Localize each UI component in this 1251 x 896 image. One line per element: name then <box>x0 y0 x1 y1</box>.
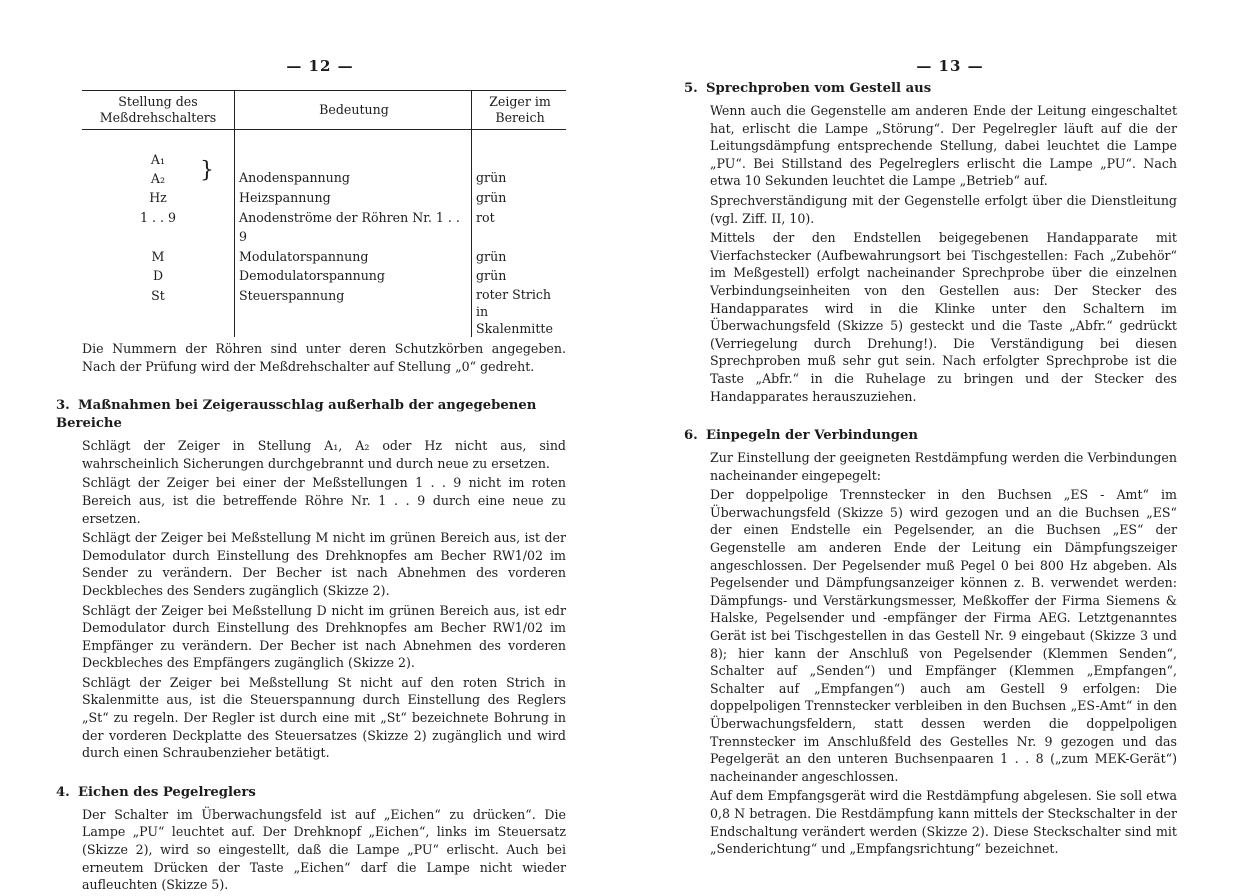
brace-symbol: } <box>200 158 214 183</box>
section-title: Sprechproben vom Gestell aus <box>706 81 932 96</box>
page-number: — 13 — <box>916 57 984 75</box>
table-row <box>82 130 566 189</box>
table-row <box>82 247 566 267</box>
table-row <box>82 188 566 208</box>
section-number: 5. <box>684 81 698 96</box>
table-cell-setting: 1 . . 9 <box>82 208 235 247</box>
paragraph: Sprechverständigung mit der Gegenstelle erfolgt über die Dienstleitung (vgl. Ziff. II, 10). <box>710 192 1177 226</box>
table-cell-meaning: Steuerspannung <box>235 286 472 337</box>
table-cell-meaning: Anodenspannung <box>235 130 472 189</box>
table-header-range: Zeiger im Bereich <box>472 91 567 130</box>
section-title: Maßnahmen bei Zeigerausschlag außerhalb der angegebenen Bereiche <box>56 398 537 432</box>
table-cell-meaning: Anodenströme der Röhren Nr. 1 . . 9 <box>235 208 472 247</box>
left-page-content <box>56 90 566 896</box>
table-header-row <box>82 91 566 130</box>
section-heading <box>56 784 566 802</box>
table-row <box>82 208 566 247</box>
section-number: 6. <box>684 428 698 444</box>
table-cell-range: grün <box>476 190 507 205</box>
table-cell-meaning: Heizspannung <box>235 188 472 208</box>
right-page <box>640 0 1251 877</box>
page-number: — 12 — <box>286 57 354 75</box>
paragraph: Zur Einstellung der geeigneten Restdämpfung werden die Verbindungen nacheinander eingepegelt: <box>710 450 1177 483</box>
table-cell-setting: A₂ <box>150 171 166 186</box>
table-cell-setting: Hz <box>82 188 235 208</box>
table-cell-range: roter Strich in Skalenmitte <box>476 286 553 336</box>
table-cell-meaning: Modulatorspannung <box>235 247 472 267</box>
section-heading <box>56 397 566 433</box>
table-cell-setting: St <box>82 286 235 337</box>
right-page-content <box>684 80 1177 860</box>
table-header-meaning: Bedeutung <box>235 91 472 130</box>
paragraph: Schlägt der Zeiger bei Meßstellung St nicht auf den roten Strich in Skalenmitte aus, ist die Steuerspannung durch Einstellung des Reglers „St“ zu regeln. Der Regler ist durch eine mit „St“ bezeichnete Bohrung in der vorderen Deckplatte des Steuersatzes (Skizze 2) zugänglich und wird durch einen Schraubenzieher betätigt. <box>82 674 566 761</box>
table-header-setting: Stellung des Meßdrehschalters <box>82 91 235 130</box>
table-cell-setting: D <box>82 266 235 286</box>
paragraph: Wenn auch die Gegenstelle am anderen Ende der Leitung eingeschaltet hat, erlischt die Lampe „Störung“. Der Pegelregler läuft auf die der Leitungsdämpfung entsprechende Stellung, dabei leuchtet die Lampe „PU“. Bei Stillstand des Pegelreglers erlischt die Lampe „PU“. Nach etwa 10 Sekunden leuchtet die Lampe „Betrieb“ auf. <box>710 103 1177 189</box>
paragraph: Schlägt der Zeiger bei einer der Meßstellungen 1 . . 9 nicht im roten Bereich aus, ist die betreffende Röhre Nr. 1 . . 9 durch eine neue zu ersetzen. <box>82 475 566 526</box>
table-footnote: Die Nummern der Röhren sind unter deren Schutzkörben angegeben. Nach der Prüfung wird der Meßdrehschalter auf Stellung „0“ gedreht. <box>82 340 566 374</box>
paragraph: Schlägt der Zeiger in Stellung A₁, A₂ oder Hz nicht aus, sind wahrscheinlich Sicherungen durchgebrannt und durch neue zu ersetzen. <box>82 438 566 471</box>
table-cell-range: grün <box>476 268 507 284</box>
table-row <box>82 286 566 337</box>
table-cell-range: rot <box>476 209 495 225</box>
section-title: Einpegeln der Verbindungen <box>706 428 918 444</box>
paragraph: Auf dem Empfangsgerät wird die Restdämpfung abgelesen. Sie soll etwa 0,8 N betragen. Die Restdämpfung kann mittels der Steckschalter in der Endschaltung verändert werden (Skizze 2). Diese Steckschalter sind mit „Senderichtung“ und „Empfangsrichtung“ bezeichnet. <box>710 788 1177 857</box>
section-number: 4. <box>56 784 70 800</box>
section-heading <box>684 80 1177 98</box>
meter-switch-table <box>82 90 566 337</box>
section-title: Eichen des Pegelreglers <box>78 784 256 800</box>
section-number: 3. <box>56 398 70 414</box>
table-cell-range: grün <box>476 170 507 186</box>
paragraph: Der Schalter im Überwachungsfeld ist auf „Eichen“ zu drücken“. Die Lampe „PU“ leuchtet auf. Der Drehknopf „Eichen“, links im Steuersatz (Skizze 2), wird so eingestellt, daß die Lampe „PU“ erlischt. Auch bei erneutem Drücken der Taste „Eichen“ darf die Lampe nicht wieder aufleuchten (Skizze 5). <box>82 806 566 893</box>
table-cell-range: grün <box>476 248 507 264</box>
paragraph: Der doppelpolige Trennstecker in den Buchsen „ES - Amt“ im Überwachungsfeld (Skizze 5) wird gezogen und an die Buchsen „ES“ der einen Endstelle ein Pegelsender, an die Buchsen „ES“ der Gegenstelle am anderen Ende der Leitung ein Dämpfungszeiger angeschlossen. Der Pegelsender muß Pegel 0 bei 800 Hz abgeben. Als Pegelsender und Dämpfungsanzeiger können z. B. verwendet werden: Dämpfungs- und Verstärkungsmesser, Meßkoffer der Firma Siemens & Halske, Pegelsender und -empfänger der Firma AEG. Letztgenanntes Gerät ist bei Tischgestellen in das Gestell Nr. 9 eingebaut (Skizze 3 und 8); hier kann der Anschluß von Pegelsender (Klemmen Senden“, Schalter auf „Senden“) und Empfänger (Klemmen „Empfangen“, Schalter auf „Empfangen“) auch am Gestell 9 erfolgen: Die doppelpoligen Trennstecker verbleiben in den Buchsen „ES-Amt“ in den Überwachungsfeldern, statt dessen werden die doppelpoligen Trennstecker im Anschlußfeld des Gestelles Nr. 9 gezogen und das Pegelgerät an den unteren Buchsenpaaren 1 . . 8 („zum MEK-Gerät“) nacheinander angeschlossen. <box>710 487 1177 784</box>
table-cell-meaning: Demodulatorspannung <box>235 266 472 286</box>
paragraph: Mittels der den Endstellen beigegebenen Handapparate mit Vierfachstecker (Aufbewahrungsort bei Tischgestellen: Fach „Zubehör“ im Meßgestell) erfolgt nacheinander Sprechprobe über die einzelnen Verbindungseinheiten von den Gestellen aus: Der Stecker des Handapparates wird in die Klinke unter den Schaltern im Überwachungsfeld (Skizze 5) gesteckt und die Taste „Abfr.“ gedrückt (Verriegelung durch Drehung!). Die Verständigung bei diesen Sprechproben muß sehr gut sein. Nach erfolgter Sprechprobe ist die Taste „Abfr.“ in die Ruhelage zu bringen und der Stecker des Handapparates herauszuziehen. <box>710 230 1177 404</box>
table-cell-setting: M <box>82 247 235 267</box>
table-row <box>82 266 566 286</box>
table-cell-setting: A₁ <box>150 152 166 167</box>
paragraph: Schlägt der Zeiger bei Meßstellung D nicht im grünen Bereich aus, ist edr Demodulator durch Einstellung des Drehknopfes am Becher RW1/02 im Empfänger zu verändern. Der Becher ist nach Abnehmen des vorderen Deckbleches des Empfängers zugänglich (Skizze 2). <box>82 602 566 671</box>
paragraph: Schlägt der Zeiger bei Meßstellung M nicht im grünen Bereich aus, ist der Demodulator durch Einstellung des Drehknopfes am Becher RW1/02 im Sender zu verändern. Der Becher ist nach Abnehmen des vorderen Deckbleches des Senders zugänglich (Skizze 2). <box>82 530 566 598</box>
section-heading <box>684 427 1177 445</box>
